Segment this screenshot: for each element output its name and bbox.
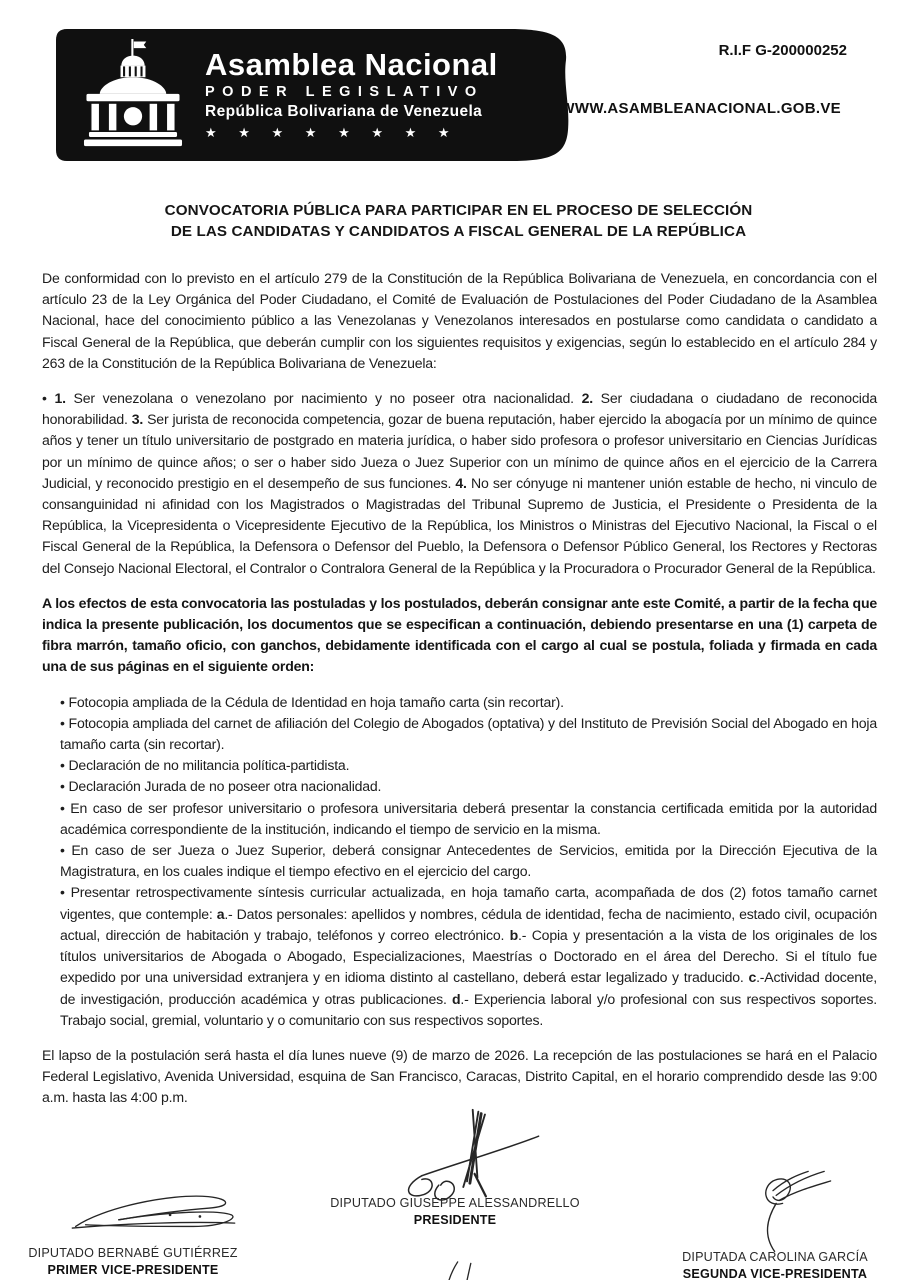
closing-paragraph: El lapso de la postulación será hasta el día lunes nueve (9) de marzo de 2026. La recepción de las postulaciones se hará en el Palacio Federal Legislativo, Avenida Universidad, esquina de San Francisco, Caracas, Distrito Capital, en el horario comprendido desde las 9:00 a.m. hasta las 4:00 p.m. bbox=[42, 1046, 877, 1106]
document-title bbox=[60, 200, 857, 242]
intro-paragraph: De conformidad con lo previsto en el artículo 279 de la Constitución de la República Bolivariana de Venezuela, en concordancia con el artículo 23 de la Ley Orgánica del Poder Ciudadano, el Comité de Evaluación de Postulaciones del Poder Ciudadano de la Asamblea Nacional, hace del conocimiento público a las Venezolanas y Venezolanos interesados en postularse como candidata o candidato a Fiscal General de la República, que deberán cumplir con los siguientes requisitos y exigencias, según lo establecido en el artículo 284 y 263 de la Constitución de la República Bolivariana de Venezuela: bbox=[42, 270, 877, 371]
signature-primer-vicepresidente bbox=[66, 1185, 246, 1243]
instructions-paragraph: A los efectos de esta convocatoria las postuladas y los postulados, deberán consignar ante este Comité, a partir de la fecha que indica la presente publicación, los documentos que se especifican a continuación, debiendo presentarse en una (1) carpeta de fibra marrón, tamaño oficio, con ganchos, debidamente identificada con el cargo al cual se postula, foliada y firmada en cada una de sus páginas en el siguiente orden: bbox=[42, 594, 877, 675]
signer-role: SEGUNDA VICE-PRESIDENTA bbox=[682, 1266, 868, 1280]
banner-stars: ★ ★ ★ ★ ★ ★ ★ ★ bbox=[205, 125, 459, 141]
signature-section bbox=[0, 1107, 917, 1280]
banner-subtitle: PODER LEGISLATIVO bbox=[205, 84, 484, 101]
signer-role: PRESIDENTE bbox=[413, 1212, 497, 1227]
signer-name: DIPUTADA CAROLINA GARCÍA bbox=[682, 1249, 868, 1264]
website-url[interactable]: WWW.ASAMBLEANACIONAL.GOB.VE bbox=[560, 100, 841, 117]
signature-block-segunda-vicepresidenta bbox=[655, 1249, 895, 1280]
rif-number: R.I.F G-200000252 bbox=[718, 42, 847, 59]
capitol-building-icon bbox=[77, 39, 189, 152]
document-title-line2: DE LAS CANDIDATAS Y CANDIDATOS A FISCAL GENERAL DE LA REPÚBLICA bbox=[170, 223, 747, 240]
document-checklist bbox=[60, 692, 877, 1031]
signature-presidente bbox=[388, 1107, 548, 1203]
bullet-item: • Declaración Jurada de no poseer otra nacionalidad. bbox=[60, 778, 382, 795]
bullet-item: • Fotocopia ampliada de la Cédula de Identidad en hoja tamaño carta (sin recortar). bbox=[60, 693, 564, 710]
signature-segunda-vicepresidenta bbox=[738, 1165, 848, 1257]
document-title-line1: CONVOCATORIA PÚBLICA PARA PARTICIPAR EN EL PROCESO DE SELECCIÓN bbox=[164, 202, 753, 219]
bullet-item: • Fotocopia ampliada del carnet de afiliación del Colegio de Abogados (optativa) y del Instituto de Previsión Social del Abogado en hoja tamaño carta (sin recortar). bbox=[60, 714, 877, 753]
signature-block-primer-vicepresidente bbox=[18, 1245, 248, 1279]
signer-role: PRIMER VICE-PRESIDENTE bbox=[47, 1262, 219, 1277]
assembly-banner bbox=[55, 28, 571, 162]
signature-block-presidente bbox=[270, 1195, 640, 1229]
banner-country: República Bolivariana de Venezuela bbox=[205, 103, 483, 121]
bullet-item: • En caso de ser Jueza o Juez Superior, deberá consignar Antecedentes de Servicios, emitida por la Dirección Ejecutiva de la Magistratura, en los cuales indique el tiempo efectivo en el ejercicio del cargo. bbox=[60, 842, 877, 880]
signer-name: DIPUTADO GIUSEPPE ALESSANDRELLO bbox=[330, 1195, 580, 1210]
bullet-item: • Declaración de no militancia política-partidista. bbox=[60, 757, 350, 774]
document-body bbox=[42, 268, 877, 1109]
bullet-item: • En caso de ser profesor universitario o profesora universitaria deberá presentar la constancia certificada emitida por la autoridad académica correspondiente de la institución, indicando el tiempo de servicio en la misma. bbox=[60, 799, 877, 837]
signer-name: DIPUTADO BERNABÉ GUTIÉRREZ bbox=[28, 1245, 238, 1260]
banner-title: Asamblea Nacional bbox=[205, 46, 498, 82]
bullet-item: • Presentar retrospectivamente síntesis curricular actualizada, en hoja tamaño carta, acompañada de dos (2) fotos tamaño carnet vigentes, que contemple: a.- Datos personales: apellidos y nombres, cédula de identidad, fecha de nacimiento, estado civil, ocupación actual, dirección de habitación y trabajo, teléfonos y correo electrónico. b.- Copia y presentación a la vista de los originales de los títulos universitarios de Abogada o Abogado, Especializaciones, Maestrías o Doctorado en el área del Derecho. Si el título fue expedido por una universidad extranjera y en idioma distinto al castellano, deberá estar legalizado y traducido. c.-Actividad docente, de investigación, producción académica y otras publicaciones. d.- Experiencia laboral y/o profesional con sus respectivos soportes. Trabajo social, gremial, voluntario y o comunitario con sus respectivos soportes. bbox=[60, 884, 878, 1028]
requirements-paragraph: • 1. Ser venezolana o venezolano por nacimiento y no poseer otra nacionalidad. 2. Ser ciudadana o ciudadano de reconocida honorabilidad. 3. Ser jurista de reconocida competencia, gozar de buena reputación, haber ejercido la abogacía por un mínimo de quince años y tener un título universitario de postgrado en materia jurídica, o haber sido profesora o profesor universitario en Ciencias Jurídicas por un mínimo de quince años; o ser o haber sido Jueza o Juez Superior con un mínimo de quince años en el ejercicio de la Carrera Judicial, y reconocido prestigio en el desempeño de sus funciones. 4. No ser cónyuge ni mantener unión estable de hecho, ni vinculo de consanguinidad ni afinidad con los Magistrados o Magistradas del Tribunal Supremo de Justicia, el Presidente o Presidenta de la República, la Vicepresidenta o Vicepresidente Ejecutivo de la República, los Ministros o Ministras del Ejecutivo Nacional, la Fiscal o el Fiscal General de la República, la Defensora o Defensor del Pueblo, la Defensora o Defensor Público General, los Rectores y Rectoras del Consejo Nacional Electoral, el Contralor o Contralora General de la República y la Procuradora o Procurador General de la República. bbox=[42, 390, 877, 576]
signature-secretaria bbox=[412, 1259, 496, 1280]
